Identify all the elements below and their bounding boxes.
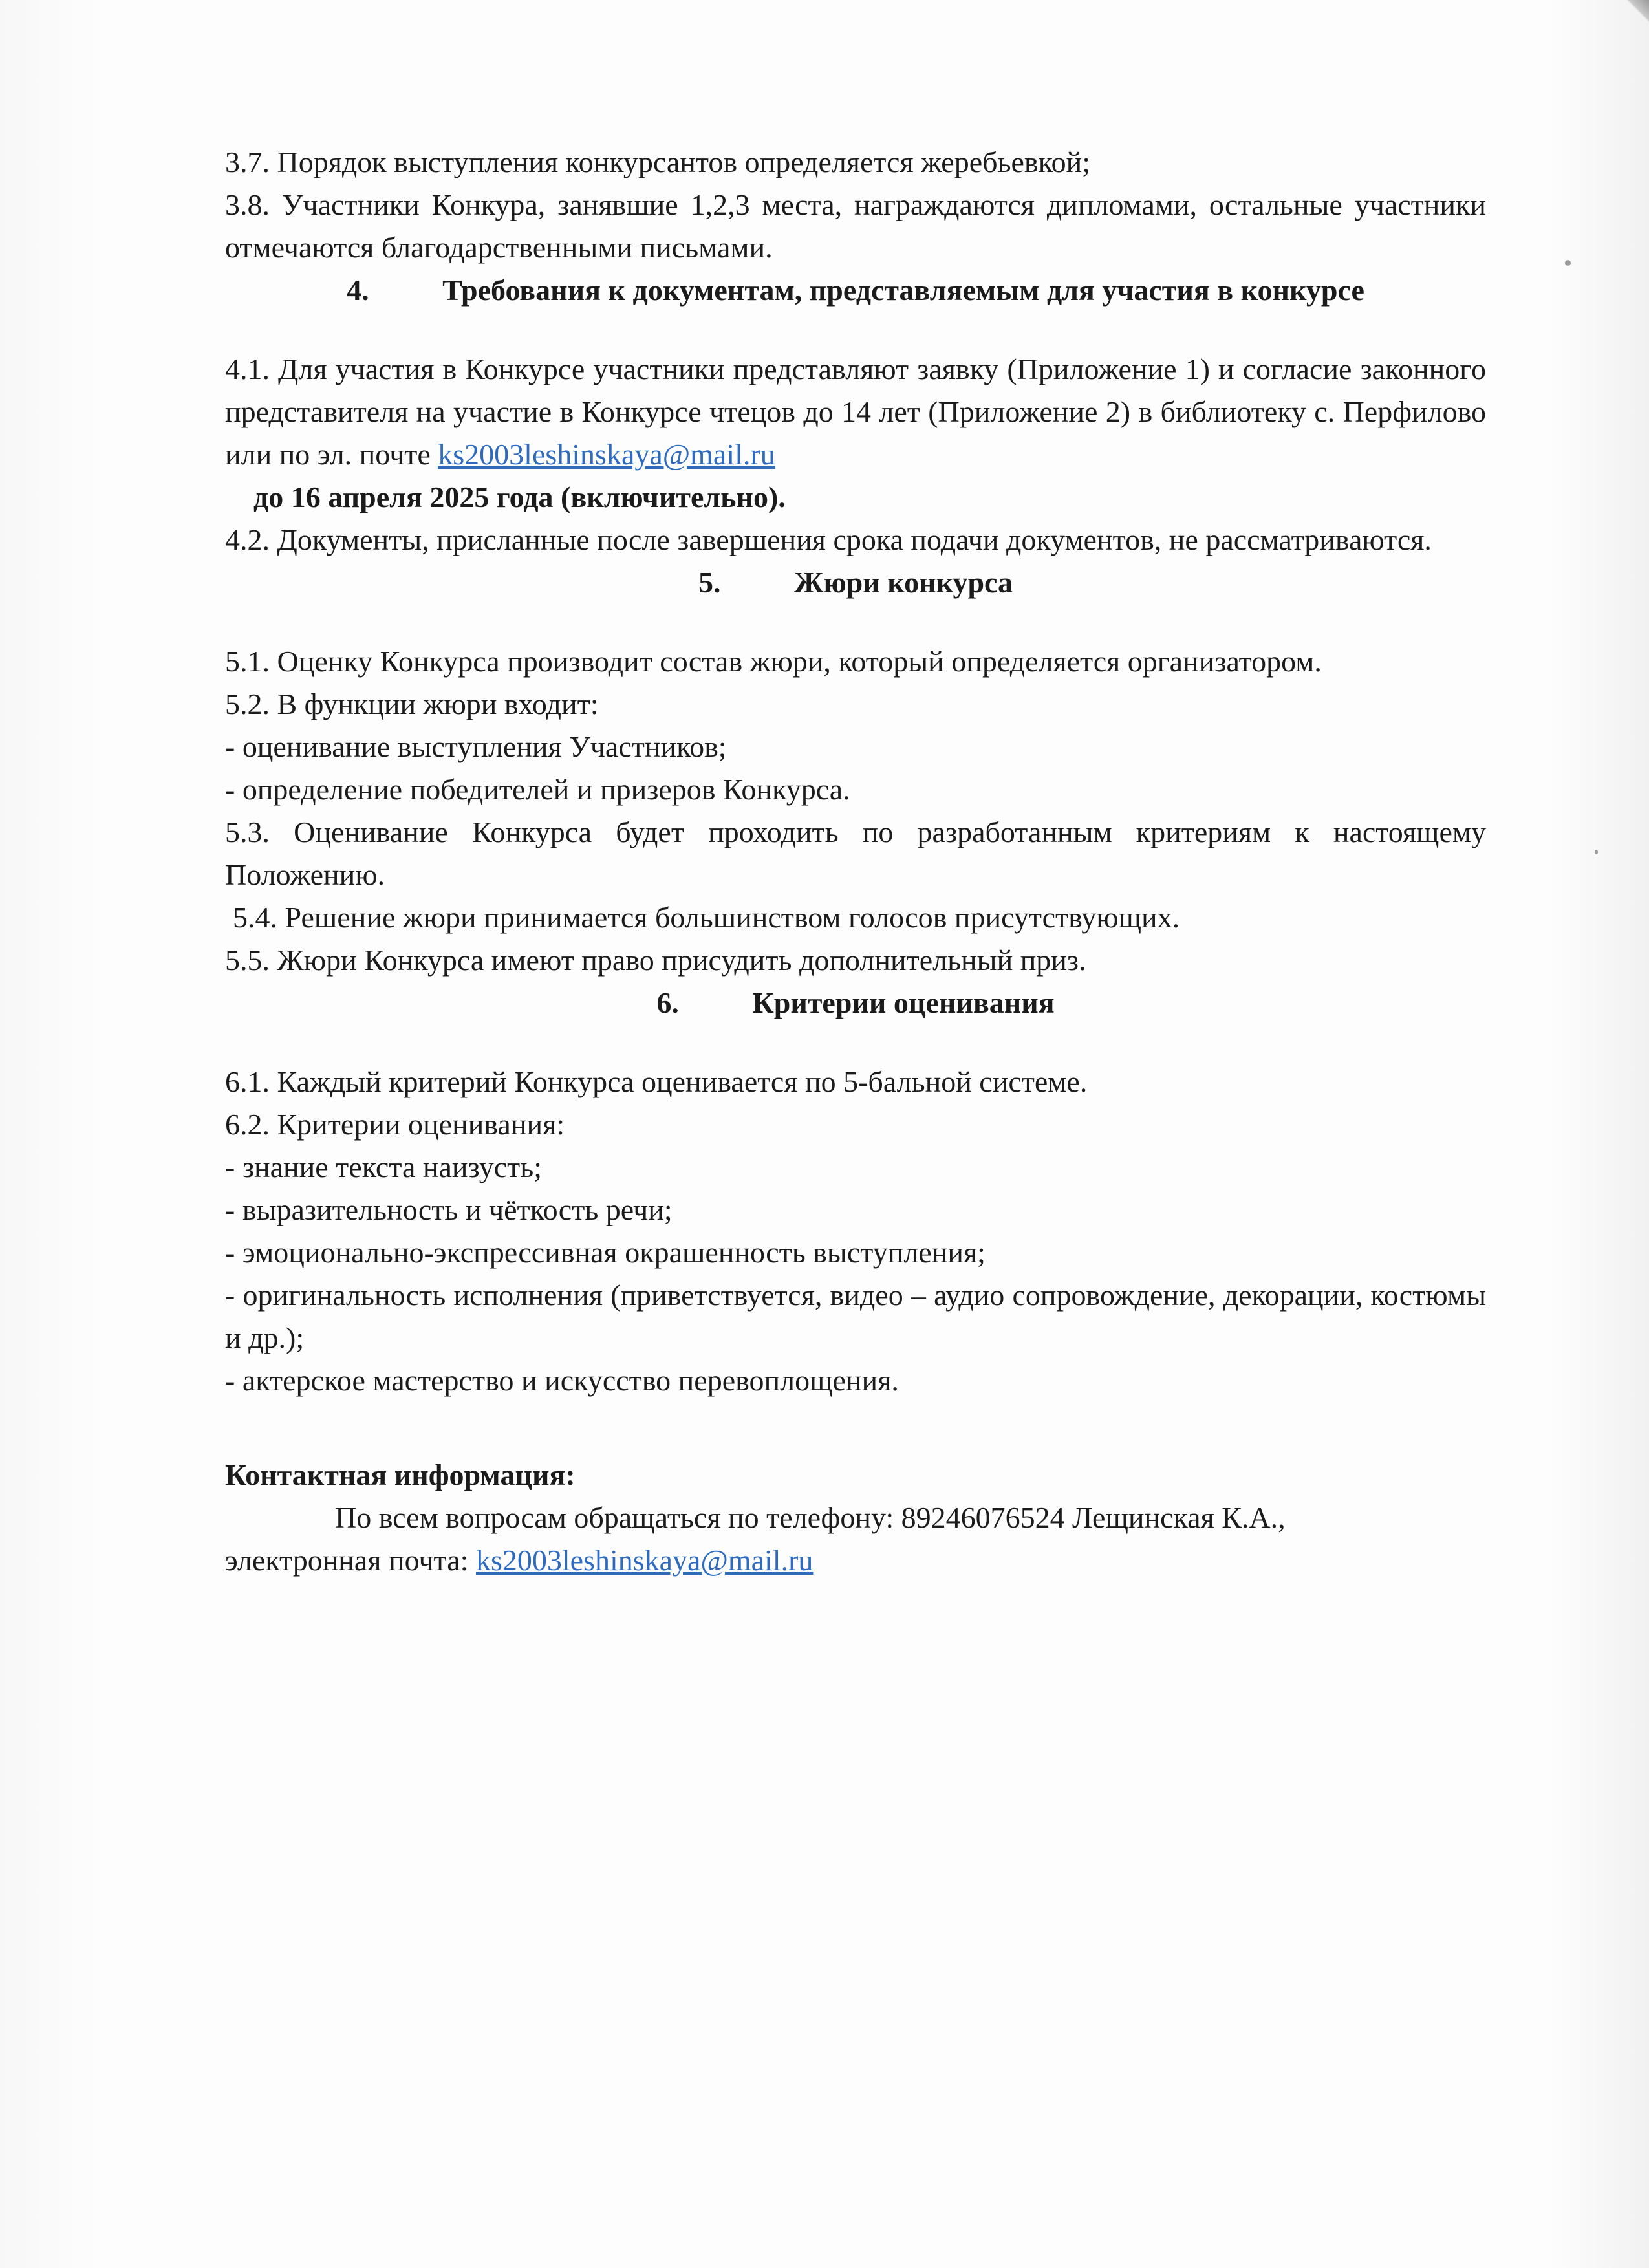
item-3-8: 3.8. Участники Конкура, занявшие 1,2,3 места, награждаются дипломами, остальные участники отмечаются благодарственными письмами. [225, 188, 1486, 264]
section-title: Критерии оценивания [752, 986, 1055, 1019]
list-item: - выразительность и чёткость речи; [225, 1193, 673, 1226]
list-item: - актерское мастерство и искусство перевоплощения. [225, 1364, 899, 1397]
item-3-7: 3.7. Порядок выступления конкурсантов определяется жеребьевкой; [225, 146, 1091, 178]
list-item: - оригинальность исполнения (приветствуется, видео – аудио сопровождение, декорации, костюмы и др.); [225, 1279, 1486, 1354]
section-title: Требования к документам, представляемым для участия в конкурсе [442, 274, 1364, 307]
item-5-4: 5.4. Решение жюри принимается большинством голосов присутствующих. [233, 901, 1180, 934]
scan-speck [1565, 260, 1571, 266]
item-4-1-text: 4.1. Для участия в Конкурсе участники представляют заявку (Приложение 1) и согласие законного представителя на участие в Конкурсе чтецов до 14 лет (Приложение 2) в библиотеку с. Перфилово или по эл. почте [225, 352, 1486, 471]
section-5-heading [225, 561, 1486, 604]
contacts-email-label: электронная почта: [225, 1544, 476, 1577]
contacts-email-link[interactable]: ks2003leshinskaya@mail.ru [475, 1544, 814, 1577]
list-item: - определение победителей и призеров Конкурса. [225, 773, 850, 806]
section-title: Жюри конкурса [793, 566, 1013, 599]
section-number: 5. [698, 566, 721, 599]
item-6-2: 6.2. Критерии оценивания: [225, 1108, 565, 1141]
contacts-heading: Контактная информация: [225, 1458, 576, 1491]
contacts-phone: По всем вопросам обращаться по телефону: 89246076524 Лещинская К.А., [335, 1501, 1286, 1534]
item-5-3: 5.3. Оценивание Конкурса будет проходить по разработанным критериям к настоящему Положению. [225, 815, 1486, 891]
item-4-1 [225, 348, 1486, 476]
item-5-5: 5.5. Жюри Конкурса имеют право присудить дополнительный приз. [225, 944, 1086, 977]
item-5-2: 5.2. В функции жюри входит: [225, 687, 599, 720]
section-4-heading [225, 269, 1486, 312]
deadline: до 16 апреля 2025 года (включительно). [253, 481, 786, 513]
document-body [225, 141, 1486, 1582]
folded-corner [1627, 0, 1649, 22]
section-6-heading [225, 982, 1486, 1024]
section-number: 4. [347, 274, 369, 307]
email-link[interactable]: ks2003leshinskaya@mail.ru [438, 438, 775, 471]
list-item: - оценивание выступления Участников; [225, 730, 727, 763]
item-5-1: 5.1. Оценку Конкурса производит состав жюри, который определяется организатором. [225, 645, 1322, 678]
item-6-1: 6.1. Каждый критерий Конкурса оценивается по 5-бальной системе. [225, 1065, 1088, 1098]
scan-speck [1595, 850, 1598, 854]
list-item: - эмоционально-экспрессивная окрашенность выступления; [225, 1236, 986, 1269]
item-4-2: 4.2. Документы, присланные после завершения срока подачи документов, не рассматриваются. [225, 523, 1432, 556]
section-number: 6. [656, 986, 679, 1019]
contacts-email-line [225, 1539, 1486, 1582]
list-item: - знание текста наизусть; [225, 1150, 543, 1183]
